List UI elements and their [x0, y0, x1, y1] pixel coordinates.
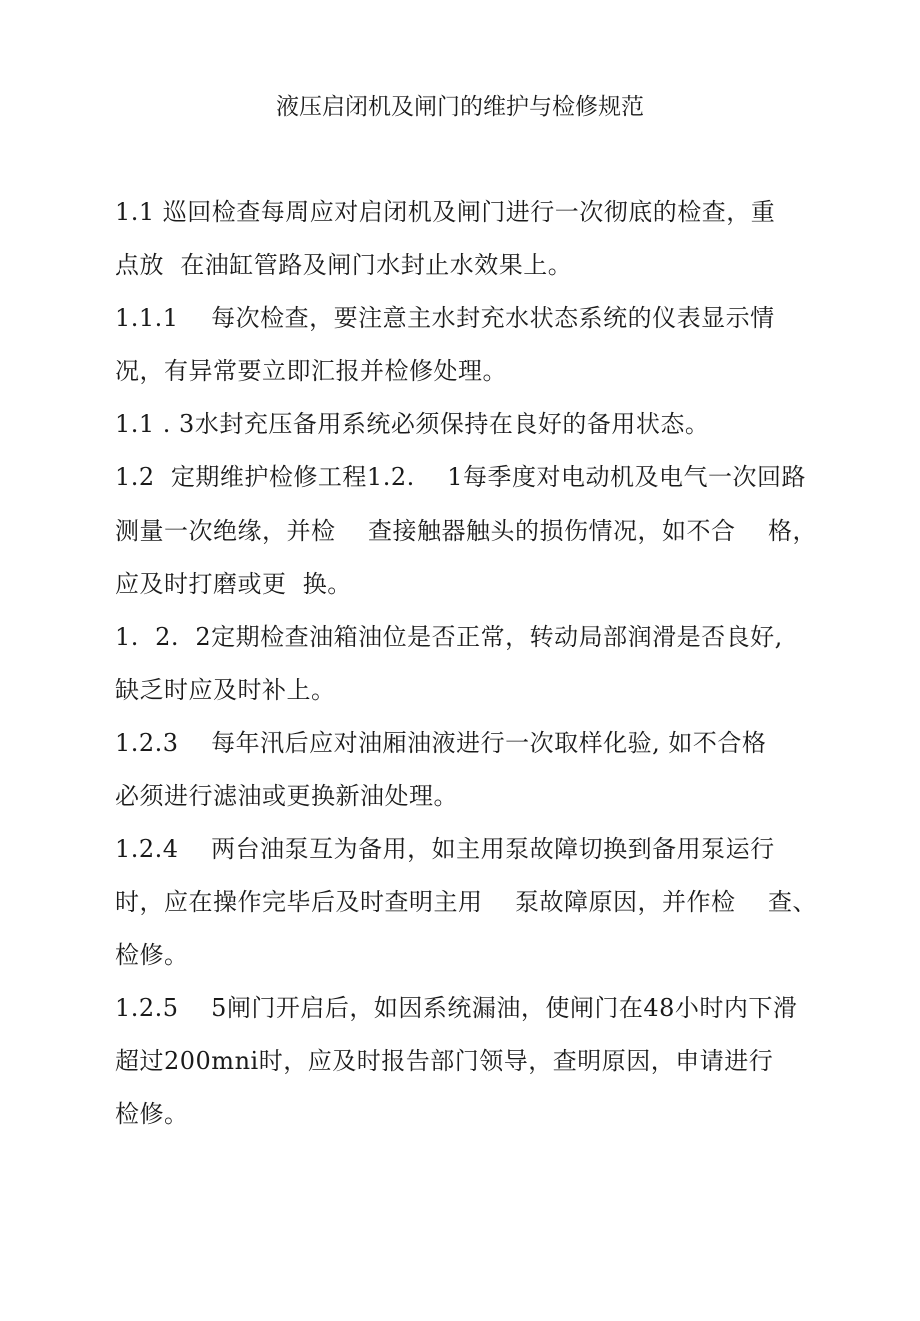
text-line: 点放 在油缸管路及闸门水封止水效果上。 — [115, 251, 573, 279]
text-line: 1.2.4 两台油泵互为备用，如主用泵故障切换到备用泵运行 — [115, 835, 775, 863]
text-line: 1.1 . 3水封充压备用系统必须保持在良好的备用状态。 — [115, 410, 710, 438]
text-line: 必须进行滤油或更换新油处理。 — [115, 782, 458, 810]
text-line: 检修。 — [115, 941, 189, 969]
text-line: 缺乏时应及时补上。 — [115, 676, 336, 704]
text-line: 1.1.1 每次检查，要注意主水封充水状态系统的仪表显示情 — [115, 304, 775, 332]
text-line: 1.2.3 每年汛后应对油厢油液进行一次取样化验, 如不合格 — [115, 729, 767, 757]
text-line: 测量一次绝缘，并检 查接触器触头的损伤情况，如不合 格， — [115, 517, 818, 545]
text-line: 时，应在操作完毕后及时查明主用 泵故障原因，并作检 查、 — [115, 888, 818, 916]
text-line: 况，有异常要立即汇报并检修处理。 — [115, 357, 507, 385]
text-line: 检修。 — [115, 1100, 189, 1128]
text-line: 1.2 定期维护检修工程1.2. 1每季度对电动机及电气一次回路 — [115, 463, 807, 491]
text-line: 1. 2. 2定期检查油箱油位是否正常，转动局部润滑是否良好, — [115, 623, 783, 651]
text-line: 应及时打磨或更 换。 — [115, 570, 352, 598]
text-line: 超过200mni时，应及时报告部门领导，查明原因，申请进行 — [115, 1047, 774, 1075]
text-line: 1.1 巡回检查每周应对启闭机及闸门进行一次彻底的检查，重 — [115, 198, 776, 226]
document-title: 液压启闭机及闸门的维护与检修规范 — [276, 94, 644, 120]
text-line: 1.2.5 5闸门开启后，如因系统漏油，使闸门在48小时内下滑 — [115, 994, 798, 1022]
